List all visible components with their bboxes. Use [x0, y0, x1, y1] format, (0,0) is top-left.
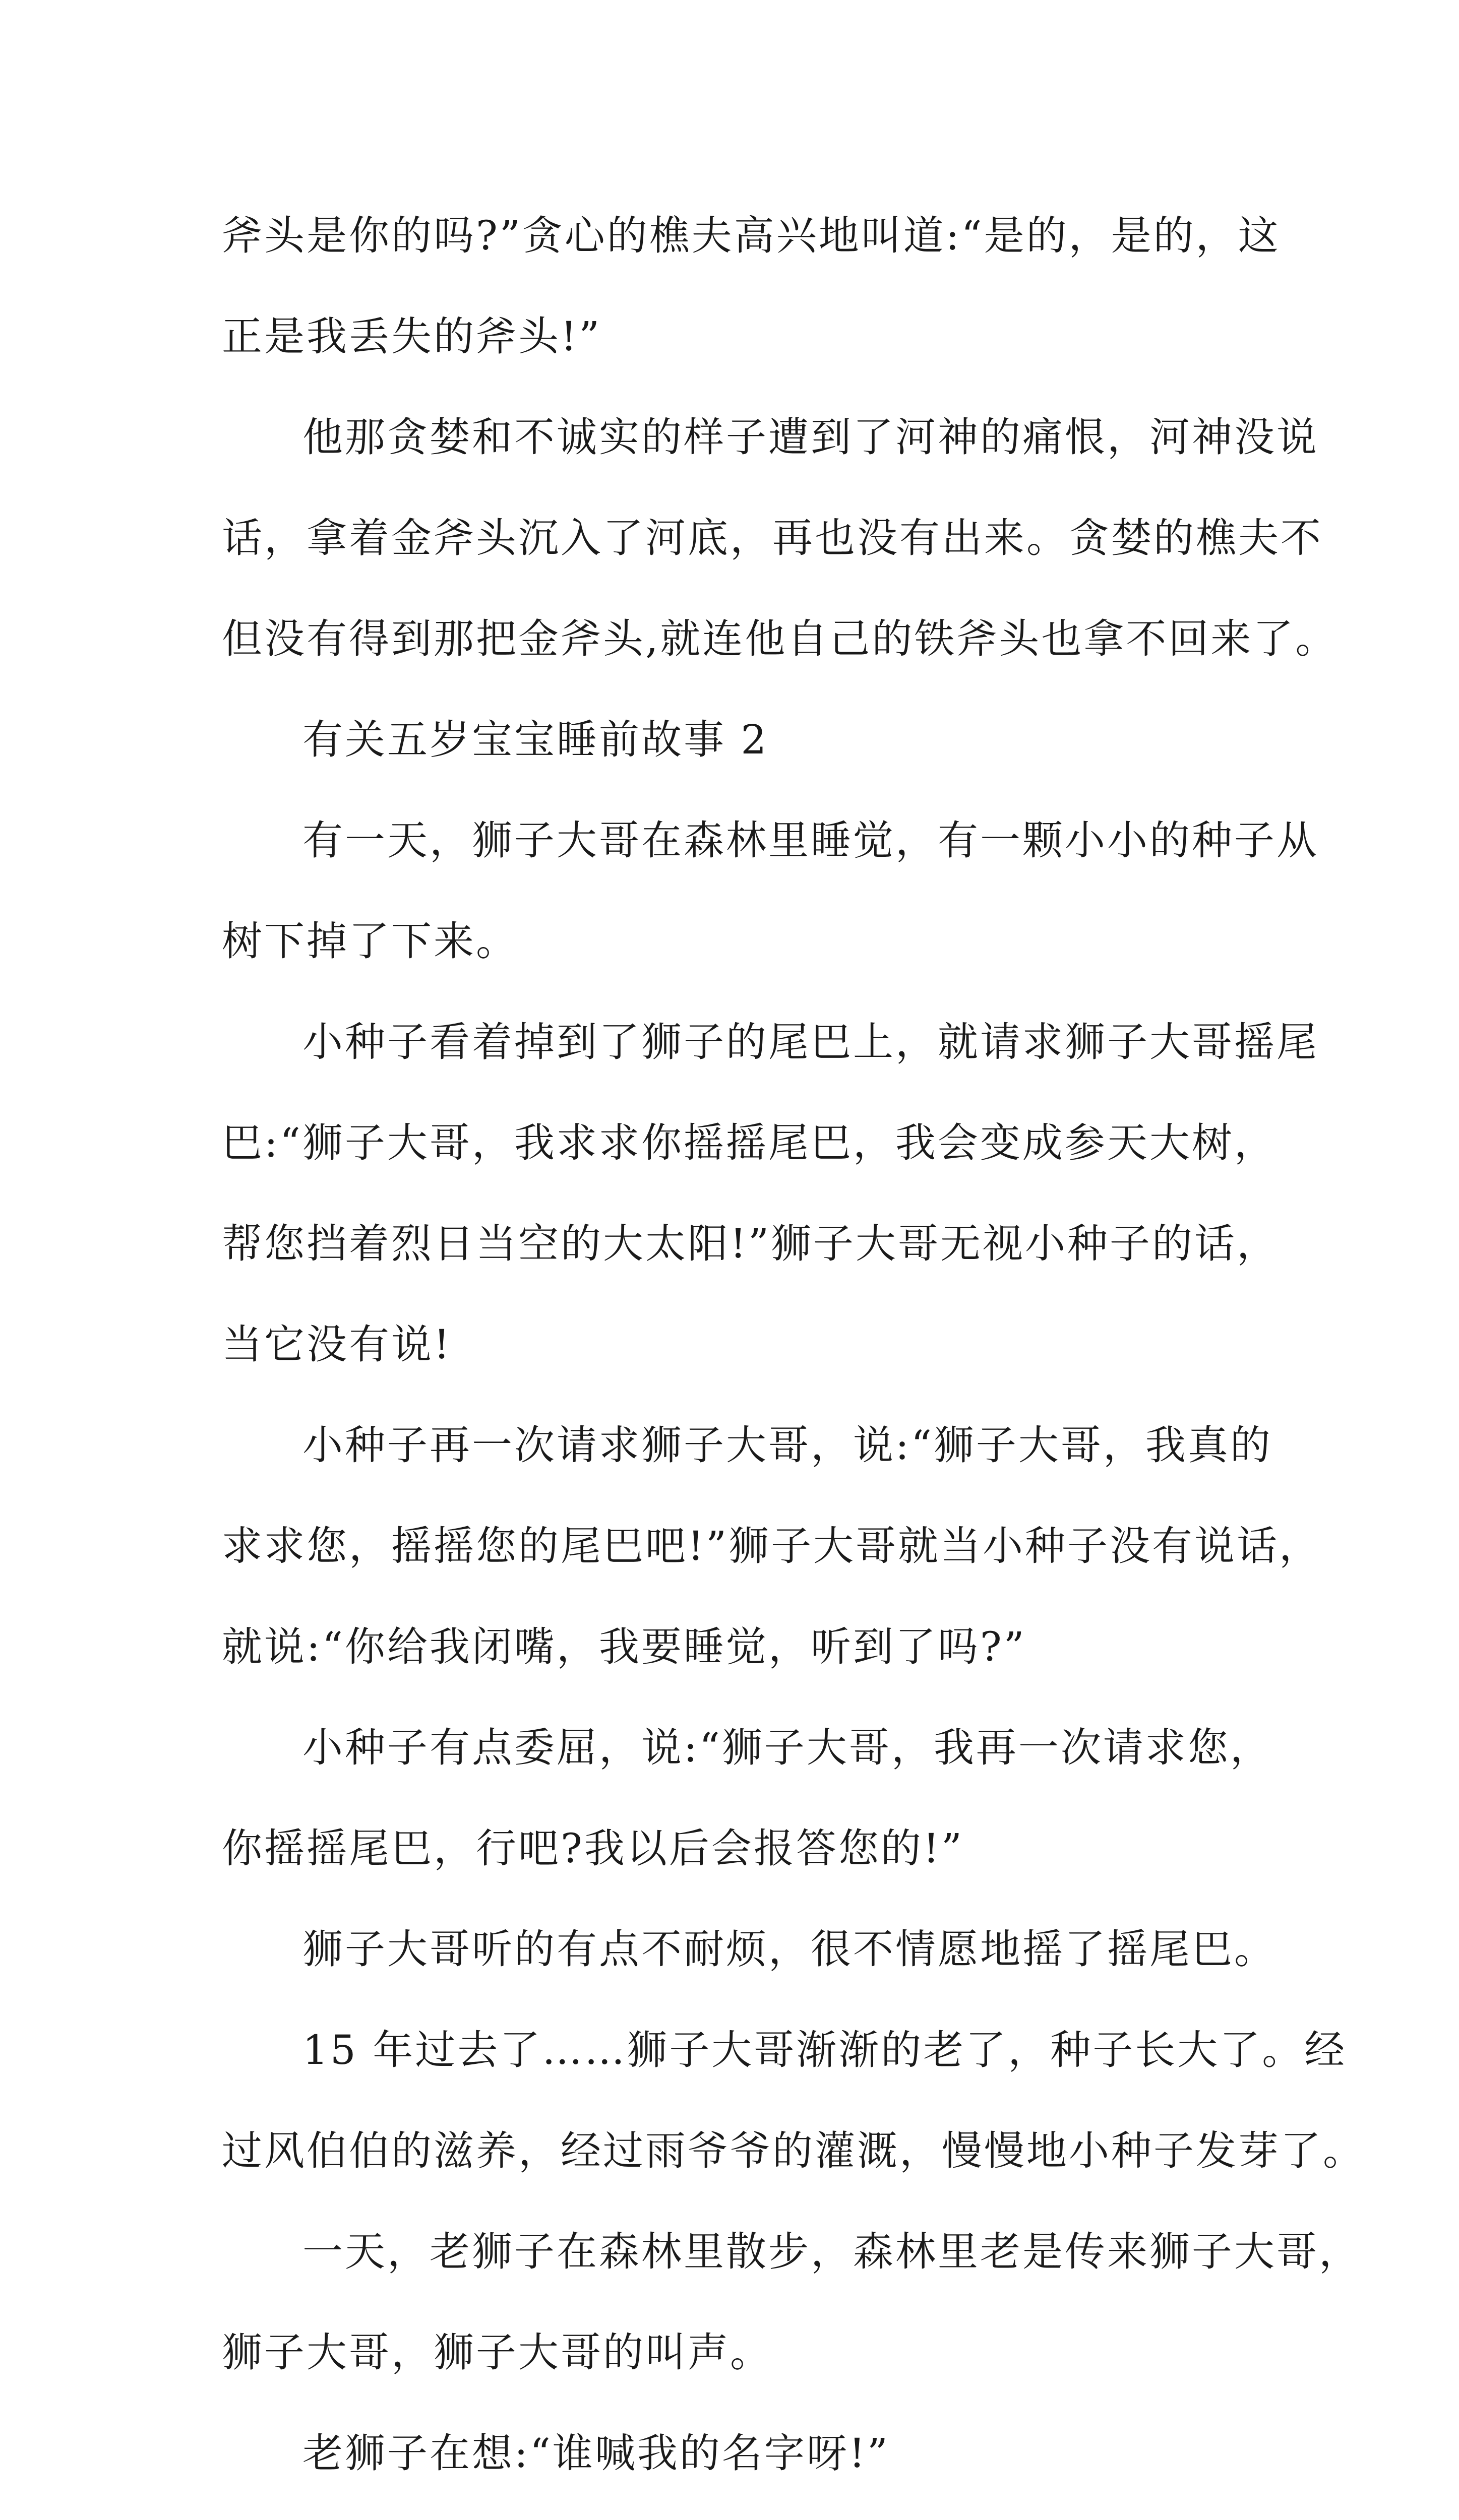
- text-line: 帮您挡着烈日当空的大太阳!”狮子大哥无视小种子的话，: [222, 1220, 1280, 1267]
- text-line: 但没有得到那把金斧头,就连他自己的铁斧头也拿不回来了。: [222, 615, 1338, 662]
- text-line: 有一天，狮子大哥在森林里睡觉，有一颗小小的种子从: [302, 816, 1319, 864]
- text-line: 巴:“狮子大哥，我求求你摇摇尾巴，我会变成参天大树，: [222, 1119, 1276, 1166]
- text-line: 你摇摇尾巴，行吧?我以后会报答您的!”: [222, 1824, 964, 1872]
- text-line: [222, 2500, 1240, 2520]
- section-heading: 有关五岁宝宝睡前故事 2: [302, 716, 769, 763]
- text-line: 正是我丢失的斧头!”: [222, 312, 602, 360]
- text-line: 话，拿着金斧头沉入了河底，再也没有出来。贪婪的樵夫不: [222, 514, 1323, 561]
- text-line: 15 年过去了……狮子大哥渐渐的老了，种子长大了。经: [302, 2026, 1347, 2073]
- text-line: 树下掉了下来。: [222, 917, 518, 965]
- text-line: 小种子看着掉到了狮子的尾巴上，就请求狮子大哥摇尾: [302, 1018, 1319, 1065]
- text-line: 一天，老狮子在森林里散步，森林里老是传来狮子大哥，: [302, 2228, 1361, 2275]
- text-line: 过风伯伯的滋养，经过雨爷爷的灌溉，慢慢地小种子发芽了。: [222, 2127, 1365, 2174]
- text-line: 老狮子在想:“谁喊我的名字呀!”: [302, 2429, 890, 2477]
- text-line: 就说:“你给我闭嘴，我要睡觉，听到了吗?”: [222, 1623, 1026, 1670]
- text-line: 狮子大哥听的有点不耐烦，很不情愿地摇了摇尾巴。: [302, 1925, 1276, 1973]
- text-line: 当它没有说!: [222, 1320, 452, 1368]
- text-line: 狮子大哥，狮子大哥的叫声。: [222, 2328, 772, 2376]
- text-line: 他那贪婪和不诚实的样子遭到了河神的痛恨，河神没说: [302, 413, 1319, 461]
- text-line: 斧头是你的吗?”贪心的樵夫高兴地叫道:“是的，是的，这: [222, 212, 1281, 259]
- text-line: 小种子有点委屈，说:“狮子大哥，我再一次请求您，: [302, 1724, 1272, 1771]
- text-line: 小种子再一次请求狮子大哥，说:“狮子大哥，我真的: [302, 1421, 1272, 1469]
- text-line: 求求您，摇摇您的尾巴吧!”狮子大哥就当小种子没有说话，: [222, 1522, 1322, 1569]
- body-text: [222, 181, 1365, 2520]
